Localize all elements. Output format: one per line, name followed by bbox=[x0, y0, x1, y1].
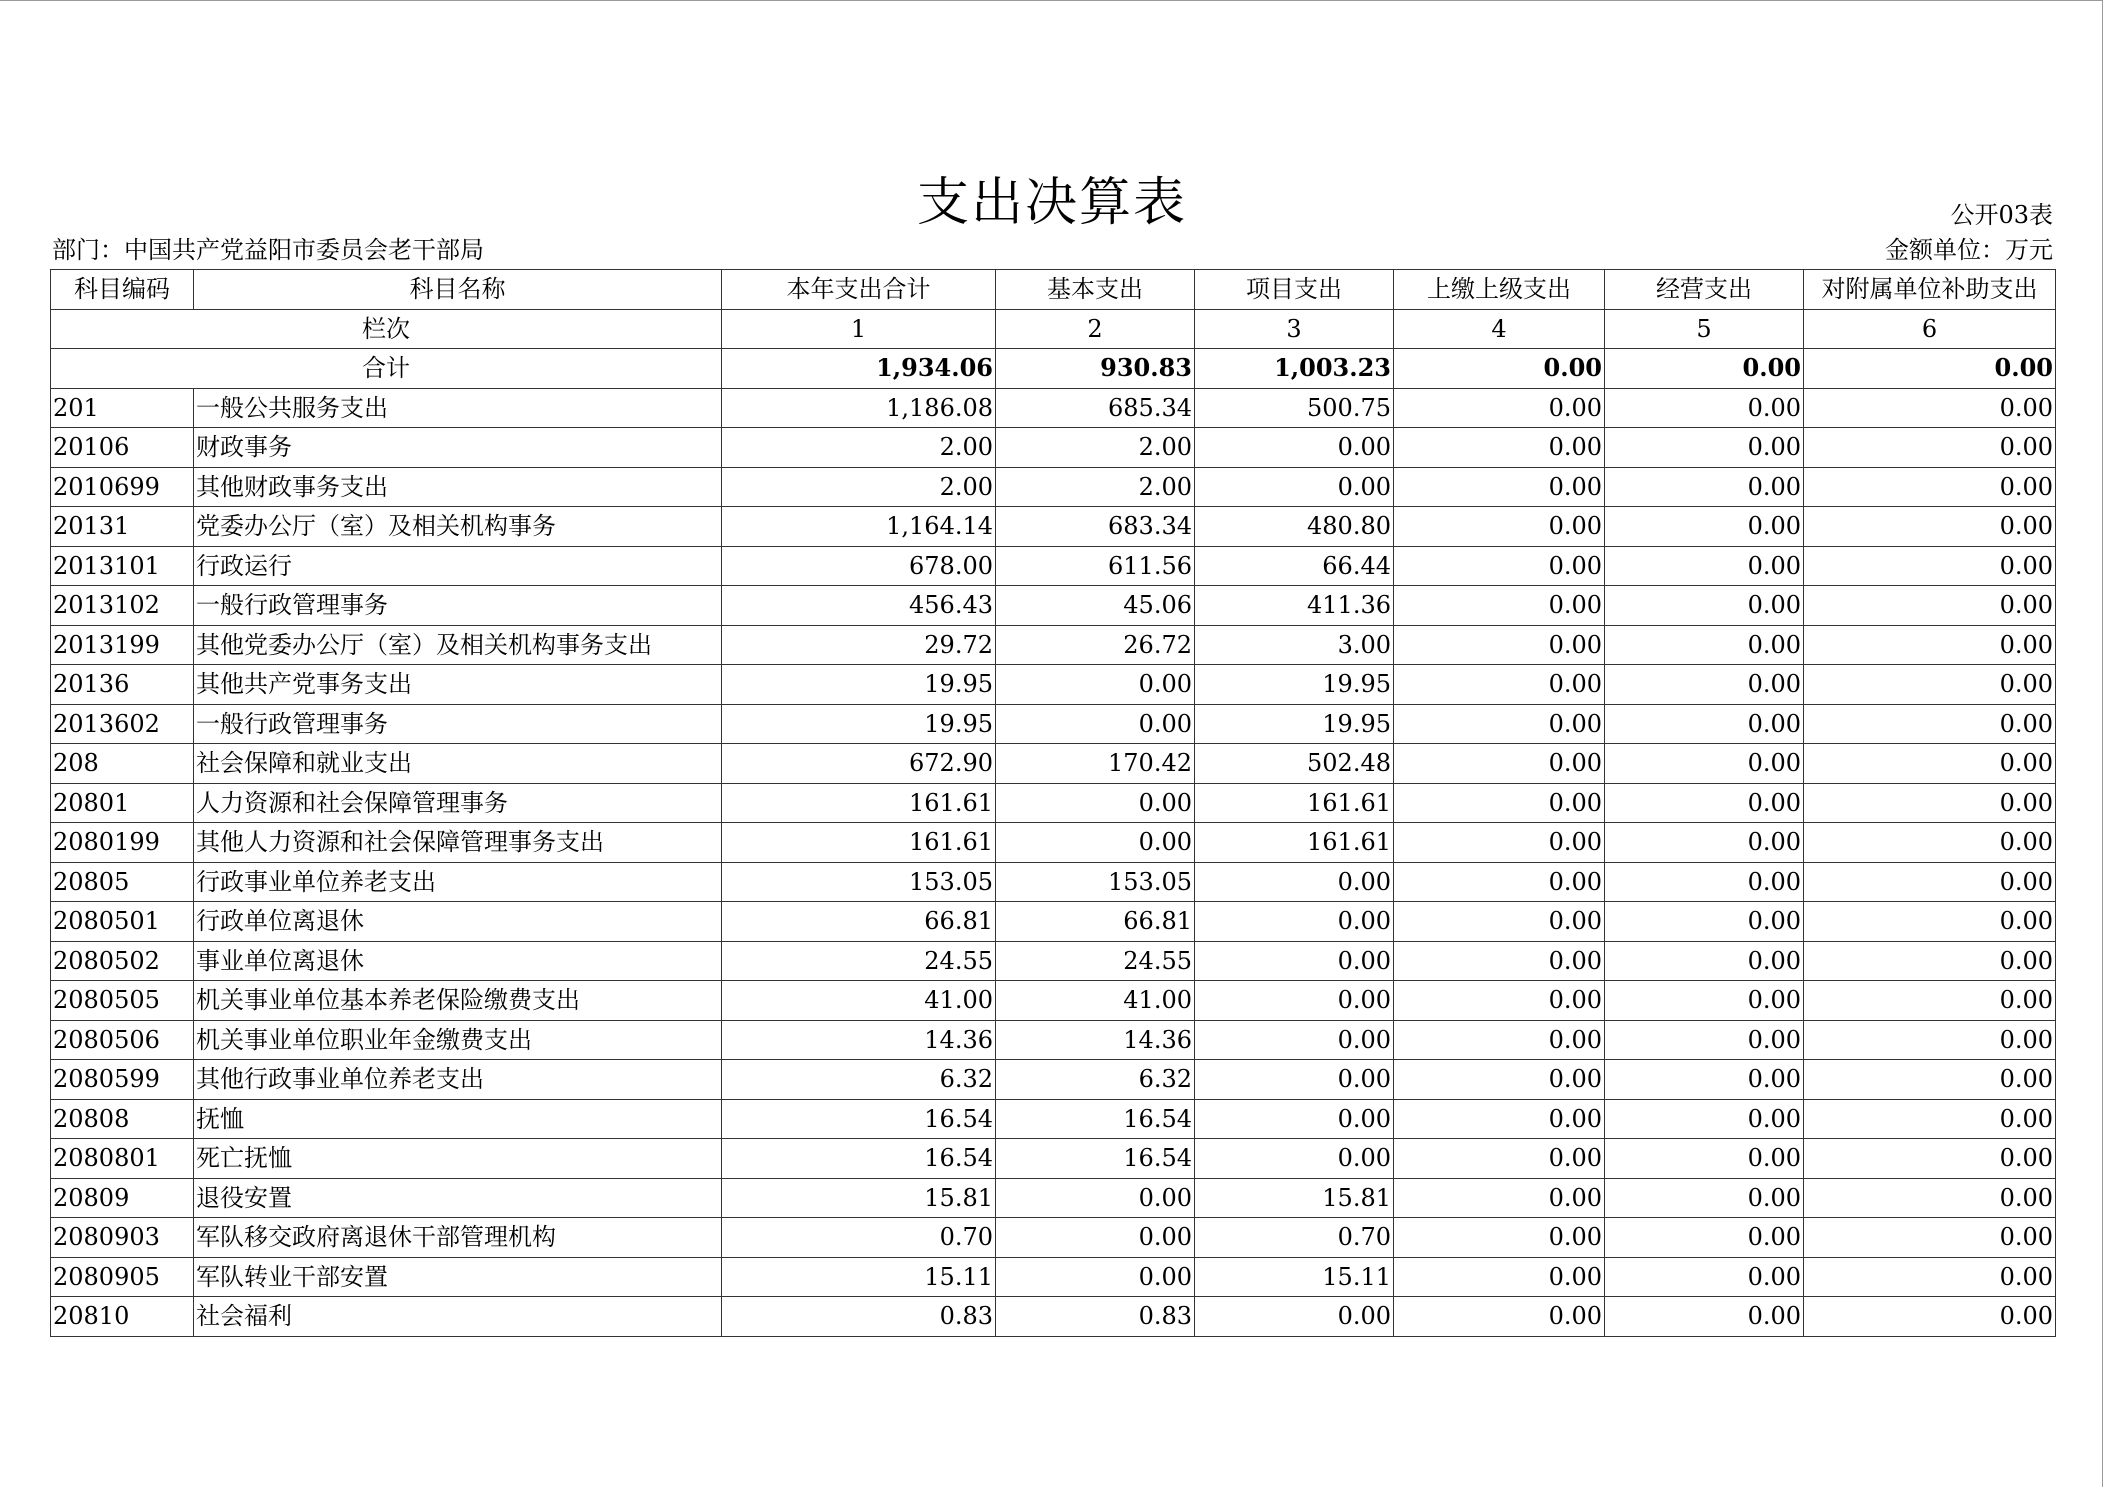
account-code-cell: 2010699 bbox=[51, 467, 194, 507]
header-row bbox=[51, 270, 2056, 310]
account-code-cell: 20136 bbox=[51, 665, 194, 705]
amount-cell: 26.72 bbox=[996, 625, 1195, 665]
account-name-cell: 一般行政管理事务 bbox=[194, 704, 722, 744]
amount-cell: 0.00 bbox=[1605, 1257, 1804, 1297]
amount-cell: 16.54 bbox=[996, 1139, 1195, 1179]
account-name-cell: 行政运行 bbox=[194, 546, 722, 586]
amount-cell: 672.90 bbox=[722, 744, 996, 784]
amount-cell: 0.00 bbox=[1804, 744, 2056, 784]
amount-cell: 0.00 bbox=[1394, 862, 1605, 902]
amount-cell: 0.83 bbox=[996, 1297, 1195, 1337]
account-name-cell: 社会福利 bbox=[194, 1297, 722, 1337]
amount-cell: 0.00 bbox=[996, 704, 1195, 744]
header-cell: 上缴上级支出 bbox=[1394, 270, 1605, 310]
amount-cell: 0.00 bbox=[1394, 428, 1605, 468]
account-name-cell: 财政事务 bbox=[194, 428, 722, 468]
account-name-cell: 机关事业单位职业年金缴费支出 bbox=[194, 1020, 722, 1060]
amount-cell: 0.00 bbox=[1394, 823, 1605, 863]
amount-cell: 0.00 bbox=[1804, 1099, 2056, 1139]
table-row bbox=[51, 428, 2056, 468]
amount-cell: 0.00 bbox=[996, 1178, 1195, 1218]
table-row bbox=[51, 507, 2056, 547]
amount-cell: 153.05 bbox=[722, 862, 996, 902]
account-name-cell: 一般行政管理事务 bbox=[194, 586, 722, 626]
amount-cell: 0.00 bbox=[1804, 546, 2056, 586]
amount-cell: 0.83 bbox=[722, 1297, 996, 1337]
account-name-cell: 退役安置 bbox=[194, 1178, 722, 1218]
amount-cell: 0.00 bbox=[1195, 862, 1394, 902]
amount-cell: 0.00 bbox=[1195, 981, 1394, 1021]
header-cell: 科目编码 bbox=[51, 270, 194, 310]
amount-cell: 15.11 bbox=[722, 1257, 996, 1297]
amount-cell: 161.61 bbox=[1195, 783, 1394, 823]
table-row bbox=[51, 467, 2056, 507]
amount-cell: 0.00 bbox=[1605, 744, 1804, 784]
total-value: 0.00 bbox=[1804, 349, 2056, 389]
amount-cell: 0.00 bbox=[996, 783, 1195, 823]
total-value: 0.00 bbox=[1394, 349, 1605, 389]
amount-cell: 0.00 bbox=[1804, 981, 2056, 1021]
column-index-number: 3 bbox=[1195, 309, 1394, 349]
amount-cell: 0.00 bbox=[1605, 388, 1804, 428]
amount-cell: 0.00 bbox=[1195, 1099, 1394, 1139]
header-cell: 本年支出合计 bbox=[722, 270, 996, 310]
amount-cell: 2.00 bbox=[722, 467, 996, 507]
table-row bbox=[51, 586, 2056, 626]
amount-cell: 14.36 bbox=[996, 1020, 1195, 1060]
table-row bbox=[51, 744, 2056, 784]
amount-cell: 66.44 bbox=[1195, 546, 1394, 586]
total-value: 1,003.23 bbox=[1195, 349, 1394, 389]
total-value: 1,934.06 bbox=[722, 349, 996, 389]
column-index-row bbox=[51, 309, 2056, 349]
column-index-number: 5 bbox=[1605, 309, 1804, 349]
column-index-label: 栏次 bbox=[51, 309, 722, 349]
account-code-cell: 20801 bbox=[51, 783, 194, 823]
amount-cell: 161.61 bbox=[1195, 823, 1394, 863]
amount-cell: 0.00 bbox=[1394, 1139, 1605, 1179]
amount-cell: 0.00 bbox=[1394, 1178, 1605, 1218]
amount-cell: 0.00 bbox=[996, 1218, 1195, 1258]
amount-cell: 0.00 bbox=[1804, 823, 2056, 863]
account-code-cell: 201 bbox=[51, 388, 194, 428]
amount-cell: 15.81 bbox=[1195, 1178, 1394, 1218]
amount-cell: 0.00 bbox=[1394, 586, 1605, 626]
account-code-cell: 2080501 bbox=[51, 902, 194, 942]
account-name-cell: 行政单位离退休 bbox=[194, 902, 722, 942]
amount-cell: 24.55 bbox=[996, 941, 1195, 981]
account-code-cell: 2080903 bbox=[51, 1218, 194, 1258]
table-row bbox=[51, 388, 2056, 428]
column-index-number: 4 bbox=[1394, 309, 1605, 349]
amount-cell: 0.00 bbox=[1804, 467, 2056, 507]
amount-cell: 678.00 bbox=[722, 546, 996, 586]
amount-cell: 16.54 bbox=[722, 1139, 996, 1179]
amount-cell: 0.00 bbox=[1804, 902, 2056, 942]
expense-table bbox=[50, 269, 2056, 1337]
amount-cell: 0.00 bbox=[1394, 1099, 1605, 1139]
amount-cell: 0.00 bbox=[1605, 665, 1804, 705]
amount-cell: 170.42 bbox=[996, 744, 1195, 784]
amount-cell: 0.00 bbox=[1394, 1060, 1605, 1100]
amount-cell: 411.36 bbox=[1195, 586, 1394, 626]
table-row bbox=[51, 941, 2056, 981]
amount-cell: 685.34 bbox=[996, 388, 1195, 428]
account-code-cell: 2080599 bbox=[51, 1060, 194, 1100]
amount-cell: 0.00 bbox=[1804, 507, 2056, 547]
amount-cell: 0.00 bbox=[1195, 1297, 1394, 1337]
account-name-cell: 行政事业单位养老支出 bbox=[194, 862, 722, 902]
amount-cell: 611.56 bbox=[996, 546, 1195, 586]
amount-cell: 0.00 bbox=[1804, 1139, 2056, 1179]
amount-cell: 0.00 bbox=[1804, 388, 2056, 428]
amount-cell: 161.61 bbox=[722, 783, 996, 823]
amount-cell: 0.00 bbox=[1804, 1297, 2056, 1337]
amount-cell: 6.32 bbox=[722, 1060, 996, 1100]
account-name-cell: 死亡抚恤 bbox=[194, 1139, 722, 1179]
header-cell: 科目名称 bbox=[194, 270, 722, 310]
amount-cell: 0.00 bbox=[1605, 428, 1804, 468]
amount-cell: 0.00 bbox=[1394, 1020, 1605, 1060]
account-name-cell: 社会保障和就业支出 bbox=[194, 744, 722, 784]
amount-cell: 0.00 bbox=[1605, 704, 1804, 744]
amount-cell: 0.00 bbox=[1804, 783, 2056, 823]
amount-cell: 0.00 bbox=[1804, 704, 2056, 744]
amount-cell: 683.34 bbox=[996, 507, 1195, 547]
amount-cell: 0.00 bbox=[1605, 546, 1804, 586]
account-code-cell: 20810 bbox=[51, 1297, 194, 1337]
amount-cell: 15.11 bbox=[1195, 1257, 1394, 1297]
account-name-cell: 军队转业干部安置 bbox=[194, 1257, 722, 1297]
account-name-cell: 党委办公厅（室）及相关机构事务 bbox=[194, 507, 722, 547]
header-cell: 经营支出 bbox=[1605, 270, 1804, 310]
account-name-cell: 其他人力资源和社会保障管理事务支出 bbox=[194, 823, 722, 863]
header-cell: 项目支出 bbox=[1195, 270, 1394, 310]
account-code-cell: 2013101 bbox=[51, 546, 194, 586]
account-code-cell: 2013102 bbox=[51, 586, 194, 626]
account-code-cell: 2080905 bbox=[51, 1257, 194, 1297]
amount-cell: 0.00 bbox=[1804, 1060, 2056, 1100]
amount-cell: 0.00 bbox=[1804, 1178, 2056, 1218]
amount-cell: 3.00 bbox=[1195, 625, 1394, 665]
amount-cell: 16.54 bbox=[996, 1099, 1195, 1139]
column-index-number: 6 bbox=[1804, 309, 2056, 349]
table-row bbox=[51, 704, 2056, 744]
amount-cell: 0.00 bbox=[1394, 783, 1605, 823]
amount-cell: 0.00 bbox=[1605, 586, 1804, 626]
table-row bbox=[51, 1178, 2056, 1218]
amount-cell: 29.72 bbox=[722, 625, 996, 665]
amount-cell: 19.95 bbox=[1195, 665, 1394, 705]
amount-cell: 502.48 bbox=[1195, 744, 1394, 784]
amount-cell: 0.00 bbox=[1605, 862, 1804, 902]
account-name-cell: 其他行政事业单位养老支出 bbox=[194, 1060, 722, 1100]
account-code-cell: 20808 bbox=[51, 1099, 194, 1139]
table-row bbox=[51, 1257, 2056, 1297]
amount-cell: 153.05 bbox=[996, 862, 1195, 902]
amount-cell: 500.75 bbox=[1195, 388, 1394, 428]
table-row bbox=[51, 1020, 2056, 1060]
amount-cell: 0.00 bbox=[1195, 941, 1394, 981]
amount-cell: 0.00 bbox=[1195, 902, 1394, 942]
amount-cell: 0.00 bbox=[1605, 783, 1804, 823]
table-row bbox=[51, 1218, 2056, 1258]
header-cell: 基本支出 bbox=[996, 270, 1195, 310]
amount-cell: 0.00 bbox=[1394, 1257, 1605, 1297]
amount-cell: 0.00 bbox=[1605, 981, 1804, 1021]
amount-cell: 0.00 bbox=[1394, 744, 1605, 784]
account-code-cell: 2080502 bbox=[51, 941, 194, 981]
account-code-cell: 2080505 bbox=[51, 981, 194, 1021]
amount-cell: 0.00 bbox=[1195, 428, 1394, 468]
amount-cell: 480.80 bbox=[1195, 507, 1394, 547]
table-row bbox=[51, 1099, 2056, 1139]
account-name-cell: 其他共产党事务支出 bbox=[194, 665, 722, 705]
account-code-cell: 2080199 bbox=[51, 823, 194, 863]
total-label: 合计 bbox=[51, 349, 722, 389]
account-code-cell: 2013199 bbox=[51, 625, 194, 665]
amount-cell: 0.00 bbox=[1394, 507, 1605, 547]
account-name-cell: 其他财政事务支出 bbox=[194, 467, 722, 507]
account-code-cell: 20106 bbox=[51, 428, 194, 468]
amount-cell: 0.00 bbox=[1804, 665, 2056, 705]
amount-cell: 0.00 bbox=[996, 665, 1195, 705]
total-row bbox=[51, 349, 2056, 389]
header-cell: 对附属单位补助支出 bbox=[1804, 270, 2056, 310]
amount-cell: 0.00 bbox=[1605, 1178, 1804, 1218]
amount-cell: 0.00 bbox=[1605, 507, 1804, 547]
amount-cell: 0.00 bbox=[1605, 1060, 1804, 1100]
account-name-cell: 机关事业单位基本养老保险缴费支出 bbox=[194, 981, 722, 1021]
amount-cell: 2.00 bbox=[996, 428, 1195, 468]
amount-cell: 161.61 bbox=[722, 823, 996, 863]
amount-cell: 0.70 bbox=[1195, 1218, 1394, 1258]
table-body bbox=[51, 388, 2056, 1336]
amount-cell: 66.81 bbox=[996, 902, 1195, 942]
column-index-number: 1 bbox=[722, 309, 996, 349]
amount-cell: 0.00 bbox=[1605, 902, 1804, 942]
table-row bbox=[51, 1139, 2056, 1179]
account-code-cell: 2013602 bbox=[51, 704, 194, 744]
amount-cell: 41.00 bbox=[996, 981, 1195, 1021]
amount-cell: 2.00 bbox=[996, 467, 1195, 507]
amount-cell: 0.00 bbox=[1605, 625, 1804, 665]
amount-cell: 0.00 bbox=[1394, 625, 1605, 665]
amount-cell: 0.00 bbox=[1394, 941, 1605, 981]
amount-cell: 0.00 bbox=[996, 823, 1195, 863]
amount-cell: 0.00 bbox=[1394, 704, 1605, 744]
amount-cell: 0.00 bbox=[1394, 981, 1605, 1021]
amount-cell: 0.00 bbox=[1605, 1218, 1804, 1258]
amount-cell: 0.00 bbox=[1804, 625, 2056, 665]
account-name-cell: 其他党委办公厅（室）及相关机构事务支出 bbox=[194, 625, 722, 665]
table-row bbox=[51, 1060, 2056, 1100]
amount-cell: 0.00 bbox=[996, 1257, 1195, 1297]
form-code: 公开03表 bbox=[1950, 201, 2053, 229]
account-code-cell: 20131 bbox=[51, 507, 194, 547]
amount-cell: 1,164.14 bbox=[722, 507, 996, 547]
amount-cell: 0.00 bbox=[1394, 546, 1605, 586]
amount-cell: 1,186.08 bbox=[722, 388, 996, 428]
amount-cell: 6.32 bbox=[996, 1060, 1195, 1100]
amount-cell: 0.00 bbox=[1605, 1139, 1804, 1179]
amount-cell: 41.00 bbox=[722, 981, 996, 1021]
amount-cell: 0.00 bbox=[1394, 902, 1605, 942]
amount-cell: 0.00 bbox=[1394, 665, 1605, 705]
account-name-cell: 一般公共服务支出 bbox=[194, 388, 722, 428]
department-label: 部门：中国共产党益阳市委员会老干部局 bbox=[52, 236, 484, 264]
table-row bbox=[51, 823, 2056, 863]
amount-cell: 456.43 bbox=[722, 586, 996, 626]
amount-cell: 66.81 bbox=[722, 902, 996, 942]
amount-cell: 0.00 bbox=[1605, 1297, 1804, 1337]
amount-cell: 0.00 bbox=[1605, 1099, 1804, 1139]
table-row bbox=[51, 783, 2056, 823]
account-code-cell: 20805 bbox=[51, 862, 194, 902]
table-row bbox=[51, 665, 2056, 705]
table-row bbox=[51, 1297, 2056, 1337]
amount-cell: 0.00 bbox=[1394, 467, 1605, 507]
amount-cell: 0.00 bbox=[1804, 1257, 2056, 1297]
amount-cell: 0.00 bbox=[1394, 1218, 1605, 1258]
amount-cell: 0.00 bbox=[1195, 1060, 1394, 1100]
total-value: 930.83 bbox=[996, 349, 1195, 389]
amount-cell: 0.00 bbox=[1804, 862, 2056, 902]
amount-cell: 0.00 bbox=[1605, 941, 1804, 981]
account-name-cell: 人力资源和社会保障管理事务 bbox=[194, 783, 722, 823]
amount-cell: 0.00 bbox=[1195, 1139, 1394, 1179]
amount-cell: 0.00 bbox=[1804, 1218, 2056, 1258]
table-row bbox=[51, 981, 2056, 1021]
amount-cell: 0.00 bbox=[1605, 467, 1804, 507]
amount-cell: 0.00 bbox=[1195, 1020, 1394, 1060]
amount-cell: 0.00 bbox=[1804, 586, 2056, 626]
amount-cell: 0.00 bbox=[1804, 1020, 2056, 1060]
amount-cell: 0.00 bbox=[1804, 428, 2056, 468]
amount-cell: 0.00 bbox=[1605, 1020, 1804, 1060]
account-code-cell: 2080801 bbox=[51, 1139, 194, 1179]
account-name-cell: 军队移交政府离退休干部管理机构 bbox=[194, 1218, 722, 1258]
amount-cell: 19.95 bbox=[722, 665, 996, 705]
amount-cell: 0.00 bbox=[1605, 823, 1804, 863]
amount-cell: 16.54 bbox=[722, 1099, 996, 1139]
amount-cell: 19.95 bbox=[722, 704, 996, 744]
amount-cell: 14.36 bbox=[722, 1020, 996, 1060]
account-code-cell: 20809 bbox=[51, 1178, 194, 1218]
total-value: 0.00 bbox=[1605, 349, 1804, 389]
table-row bbox=[51, 902, 2056, 942]
amount-cell: 0.70 bbox=[722, 1218, 996, 1258]
amount-cell: 2.00 bbox=[722, 428, 996, 468]
table-row bbox=[51, 625, 2056, 665]
table-row bbox=[51, 862, 2056, 902]
account-name-cell: 抚恤 bbox=[194, 1099, 722, 1139]
amount-unit-label: 金额单位：万元 bbox=[1885, 236, 2053, 264]
column-index-number: 2 bbox=[996, 309, 1195, 349]
amount-cell: 0.00 bbox=[1394, 388, 1605, 428]
amount-cell: 45.06 bbox=[996, 586, 1195, 626]
amount-cell: 24.55 bbox=[722, 941, 996, 981]
amount-cell: 0.00 bbox=[1804, 941, 2056, 981]
amount-cell: 15.81 bbox=[722, 1178, 996, 1218]
account-code-cell: 2080506 bbox=[51, 1020, 194, 1060]
account-name-cell: 事业单位离退休 bbox=[194, 941, 722, 981]
amount-cell: 0.00 bbox=[1195, 467, 1394, 507]
account-code-cell: 208 bbox=[51, 744, 194, 784]
table-row bbox=[51, 546, 2056, 586]
amount-cell: 19.95 bbox=[1195, 704, 1394, 744]
amount-cell: 0.00 bbox=[1394, 1297, 1605, 1337]
page-title: 支出决算表 bbox=[916, 172, 1187, 233]
